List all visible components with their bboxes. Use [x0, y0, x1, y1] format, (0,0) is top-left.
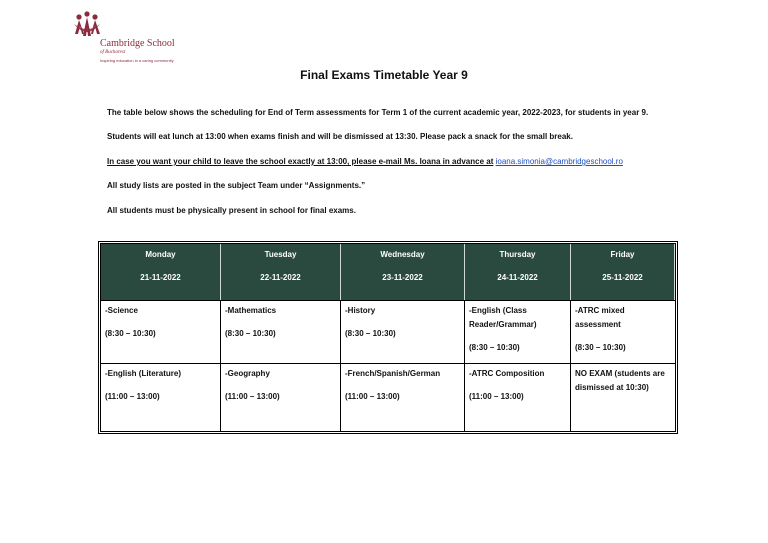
- exam-time: (11:00 – 13:00): [345, 392, 400, 401]
- exam-time: (11:00 – 13:00): [225, 392, 280, 401]
- school-tagline: Inspiring education in a caring community: [100, 58, 174, 63]
- page-title: Final Exams Timetable Year 9: [300, 68, 468, 82]
- study-lists-paragraph: All study lists are posted in the subject Team under “Assignments.”: [107, 181, 366, 190]
- email-link[interactable]: ioana.simonia@cambridgeschool.ro: [495, 157, 623, 166]
- exam-subject: -Mathematics: [225, 306, 277, 315]
- header-thursday: [465, 244, 571, 300]
- day-label: Tuesday: [264, 250, 297, 259]
- exam-subject: -ATRC mixed assessment: [575, 306, 625, 329]
- exam-subject: -History: [345, 306, 376, 315]
- exam-time: (8:30 – 10:30): [575, 343, 626, 352]
- exam-subject: -Science: [105, 306, 138, 315]
- table-cell: [465, 300, 571, 363]
- email-paragraph: [107, 157, 623, 166]
- exam-time: (8:30 – 10:30): [469, 343, 520, 352]
- exam-time: (8:30 – 10:30): [225, 329, 276, 338]
- school-subtitle: of Bucharest: [100, 50, 126, 55]
- table-cell: [221, 363, 341, 431]
- table-cell: [101, 363, 221, 431]
- date-label: 23-11-2022: [382, 273, 423, 282]
- exam-timetable: [98, 241, 678, 434]
- logo-figures-icon: [72, 10, 102, 50]
- date-label: 22-11-2022: [260, 273, 301, 282]
- table-cell: [101, 300, 221, 363]
- exam-subject: -English (Class Reader/Grammar): [469, 306, 537, 329]
- exam-subject: -ATRC Composition: [469, 369, 545, 378]
- school-logo: [72, 10, 192, 68]
- exam-time: (11:00 – 13:00): [105, 392, 160, 401]
- school-name: Cambridge School: [100, 38, 175, 49]
- exam-subject: -Geography: [225, 369, 270, 378]
- header-monday: [101, 244, 221, 300]
- exam-subject: NO EXAM (students are dismissed at 10:30): [575, 369, 665, 392]
- date-label: 24-11-2022: [497, 273, 538, 282]
- table-cell: [571, 363, 675, 431]
- table-cell: [571, 300, 675, 363]
- exam-time: (11:00 – 13:00): [469, 392, 524, 401]
- date-label: 25-11-2022: [602, 273, 643, 282]
- day-label: Friday: [610, 250, 635, 259]
- header-tuesday: [221, 244, 341, 300]
- table-cell: [341, 363, 465, 431]
- exam-time: (8:30 – 10:30): [345, 329, 396, 338]
- attendance-paragraph: All students must be physically present in school for final exams.: [107, 206, 356, 215]
- exam-subject: -French/Spanish/German: [345, 369, 441, 378]
- table-cell: [465, 363, 571, 431]
- exam-time: (8:30 – 10:30): [105, 329, 156, 338]
- day-label: Wednesday: [380, 250, 425, 259]
- email-instruction: In case you want your child to leave the school exactly at 13:00, please e-mail Ms. Ioana in advance at: [107, 157, 494, 166]
- table-cell: [221, 300, 341, 363]
- intro-paragraph: The table below shows the scheduling for End of Term assessments for Term 1 of the current academic year, 2022-2023, for students in year 9.: [107, 108, 649, 117]
- exam-subject: -English (Literature): [105, 369, 182, 378]
- header-friday: [571, 244, 675, 300]
- day-label: Thursday: [499, 250, 536, 259]
- date-label: 21-11-2022: [140, 273, 181, 282]
- header-wednesday: [341, 244, 465, 300]
- table-cell: [341, 300, 465, 363]
- lunch-paragraph: Students will eat lunch at 13:00 when exams finish and will be dismissed at 13:30. Please pack a snack for the small break.: [107, 132, 573, 141]
- day-label: Monday: [145, 250, 176, 259]
